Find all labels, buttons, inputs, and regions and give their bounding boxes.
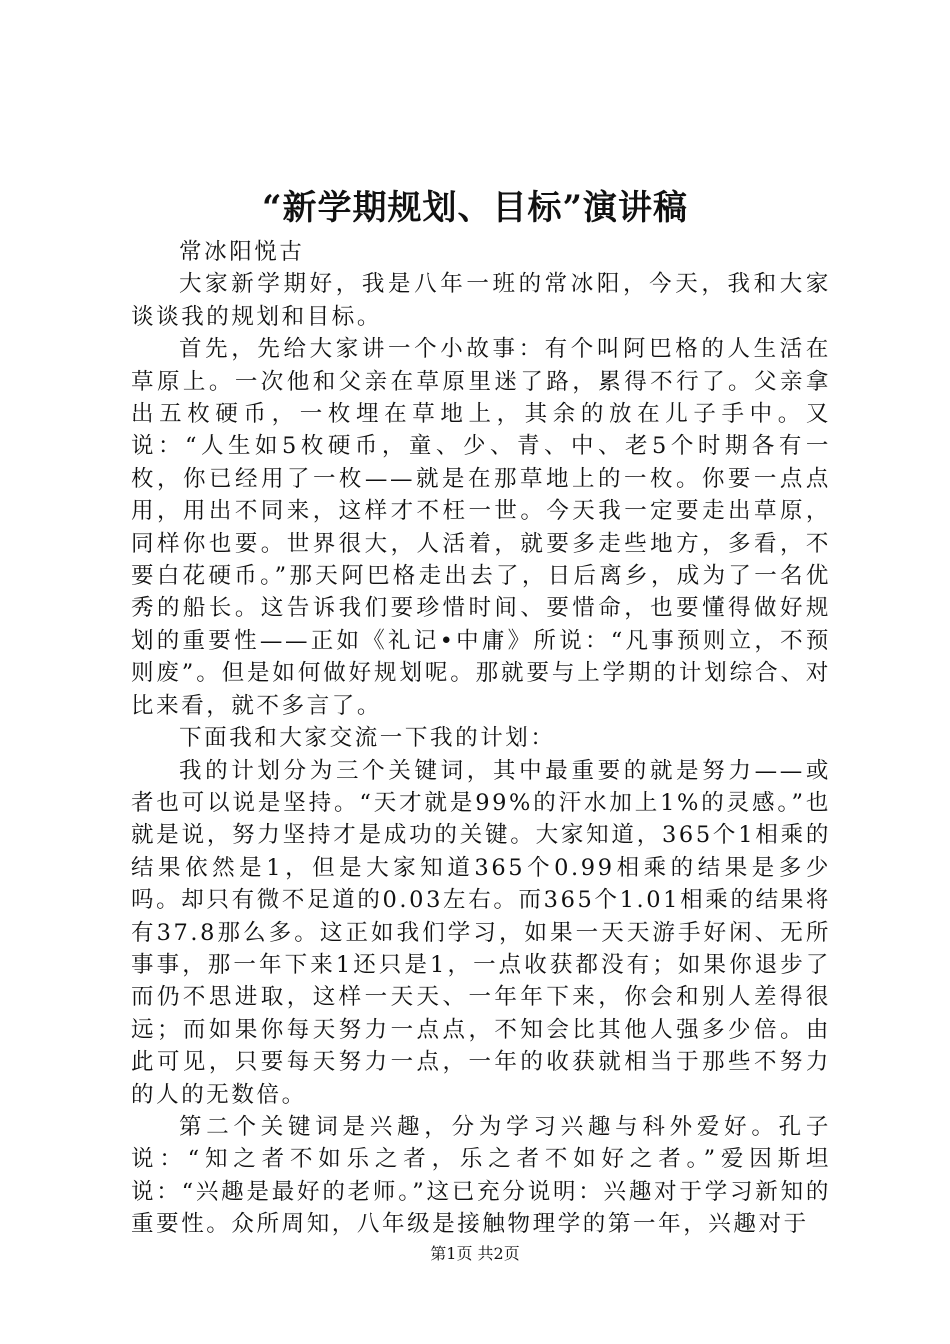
page-footer	[0, 1243, 950, 1265]
paragraph-greeting: 大家新学期好，我是八年一班的常冰阳，今天，我和大家谈谈我的规划和目标。	[131, 271, 831, 330]
paragraph-interest: 第二个关键词是兴趣，分为学习兴趣与科外爱好。孔子说：“知之者不如乐之者，乐之者不如好之者。”爱因斯坦说：“兴趣是最好的老师。”这已充分说明：兴趣对于学习新知的重要性。众所周知，八年级是接触物理学的第一年，兴趣对于	[131, 1113, 831, 1238]
paragraph-story: 首先，先给大家讲一个小故事：有个叫阿巴格的人生活在草原上。一次他和父亲在草原里迷了路，累得不行了。父亲拿出五枚硬币，一枚埋在草地上，其余的放在儿子手中。又说：“人生如5枚硬币，童、少、青、中、老5个时期各有一枚，你已经用了一枚——就是在那草地上的一枚。你要一点点用，用出不同来，这样才不枉一世。今天我一定要走出草原，同样你也要。世界很大，人活着，就要多走些地方，多看，不要白花硬币。”那天阿巴格走出去了，日后离乡，成为了一名优秀的船长。这告诉我们要珍惜时间、要惜命，也要懂得做好规划的重要性——正如《礼记•中庸》所说：“凡事预则立，不预则废”。但是如何做好规划呢。那就要与上学期的计划综合、对比来看，就不多言了。	[131, 336, 831, 719]
document-body	[131, 236, 831, 1241]
page-number: 第1页 共2页	[430, 1244, 520, 1263]
paragraph-effort: 我的计划分为三个关键词，其中最重要的就是努力——或者也可以说是坚持。“天才就是99%的汗水加上1%的灵感。”也就是说，努力坚持才是成功的关键。大家知道，365个1相乘的结果依然是1，但是大家知道365个0.99相乘的结果是多少吗。却只有微不足道的0.03左右。而365个1.01相乘的结果将有37.8那么多。这正如我们学习，如果一天天游手好闲、无所事事，那一年下来1还只是1，一点收获都没有；如果你退步了而仍不思进取，这样一天天、一年年下来，你会和别人差得很远；而如果你每天努力一点点，不知会比其他人强多少倍。由此可见，只要每天努力一点，一年的收获就相当于那些不努力的人的无数倍。	[131, 757, 831, 1108]
paragraph-plan-intro: 下面我和大家交流一下我的计划：	[179, 725, 556, 752]
document-title: “新学期规划、目标”演讲稿	[261, 188, 689, 228]
author-line: 常冰阳悦古	[179, 239, 305, 265]
